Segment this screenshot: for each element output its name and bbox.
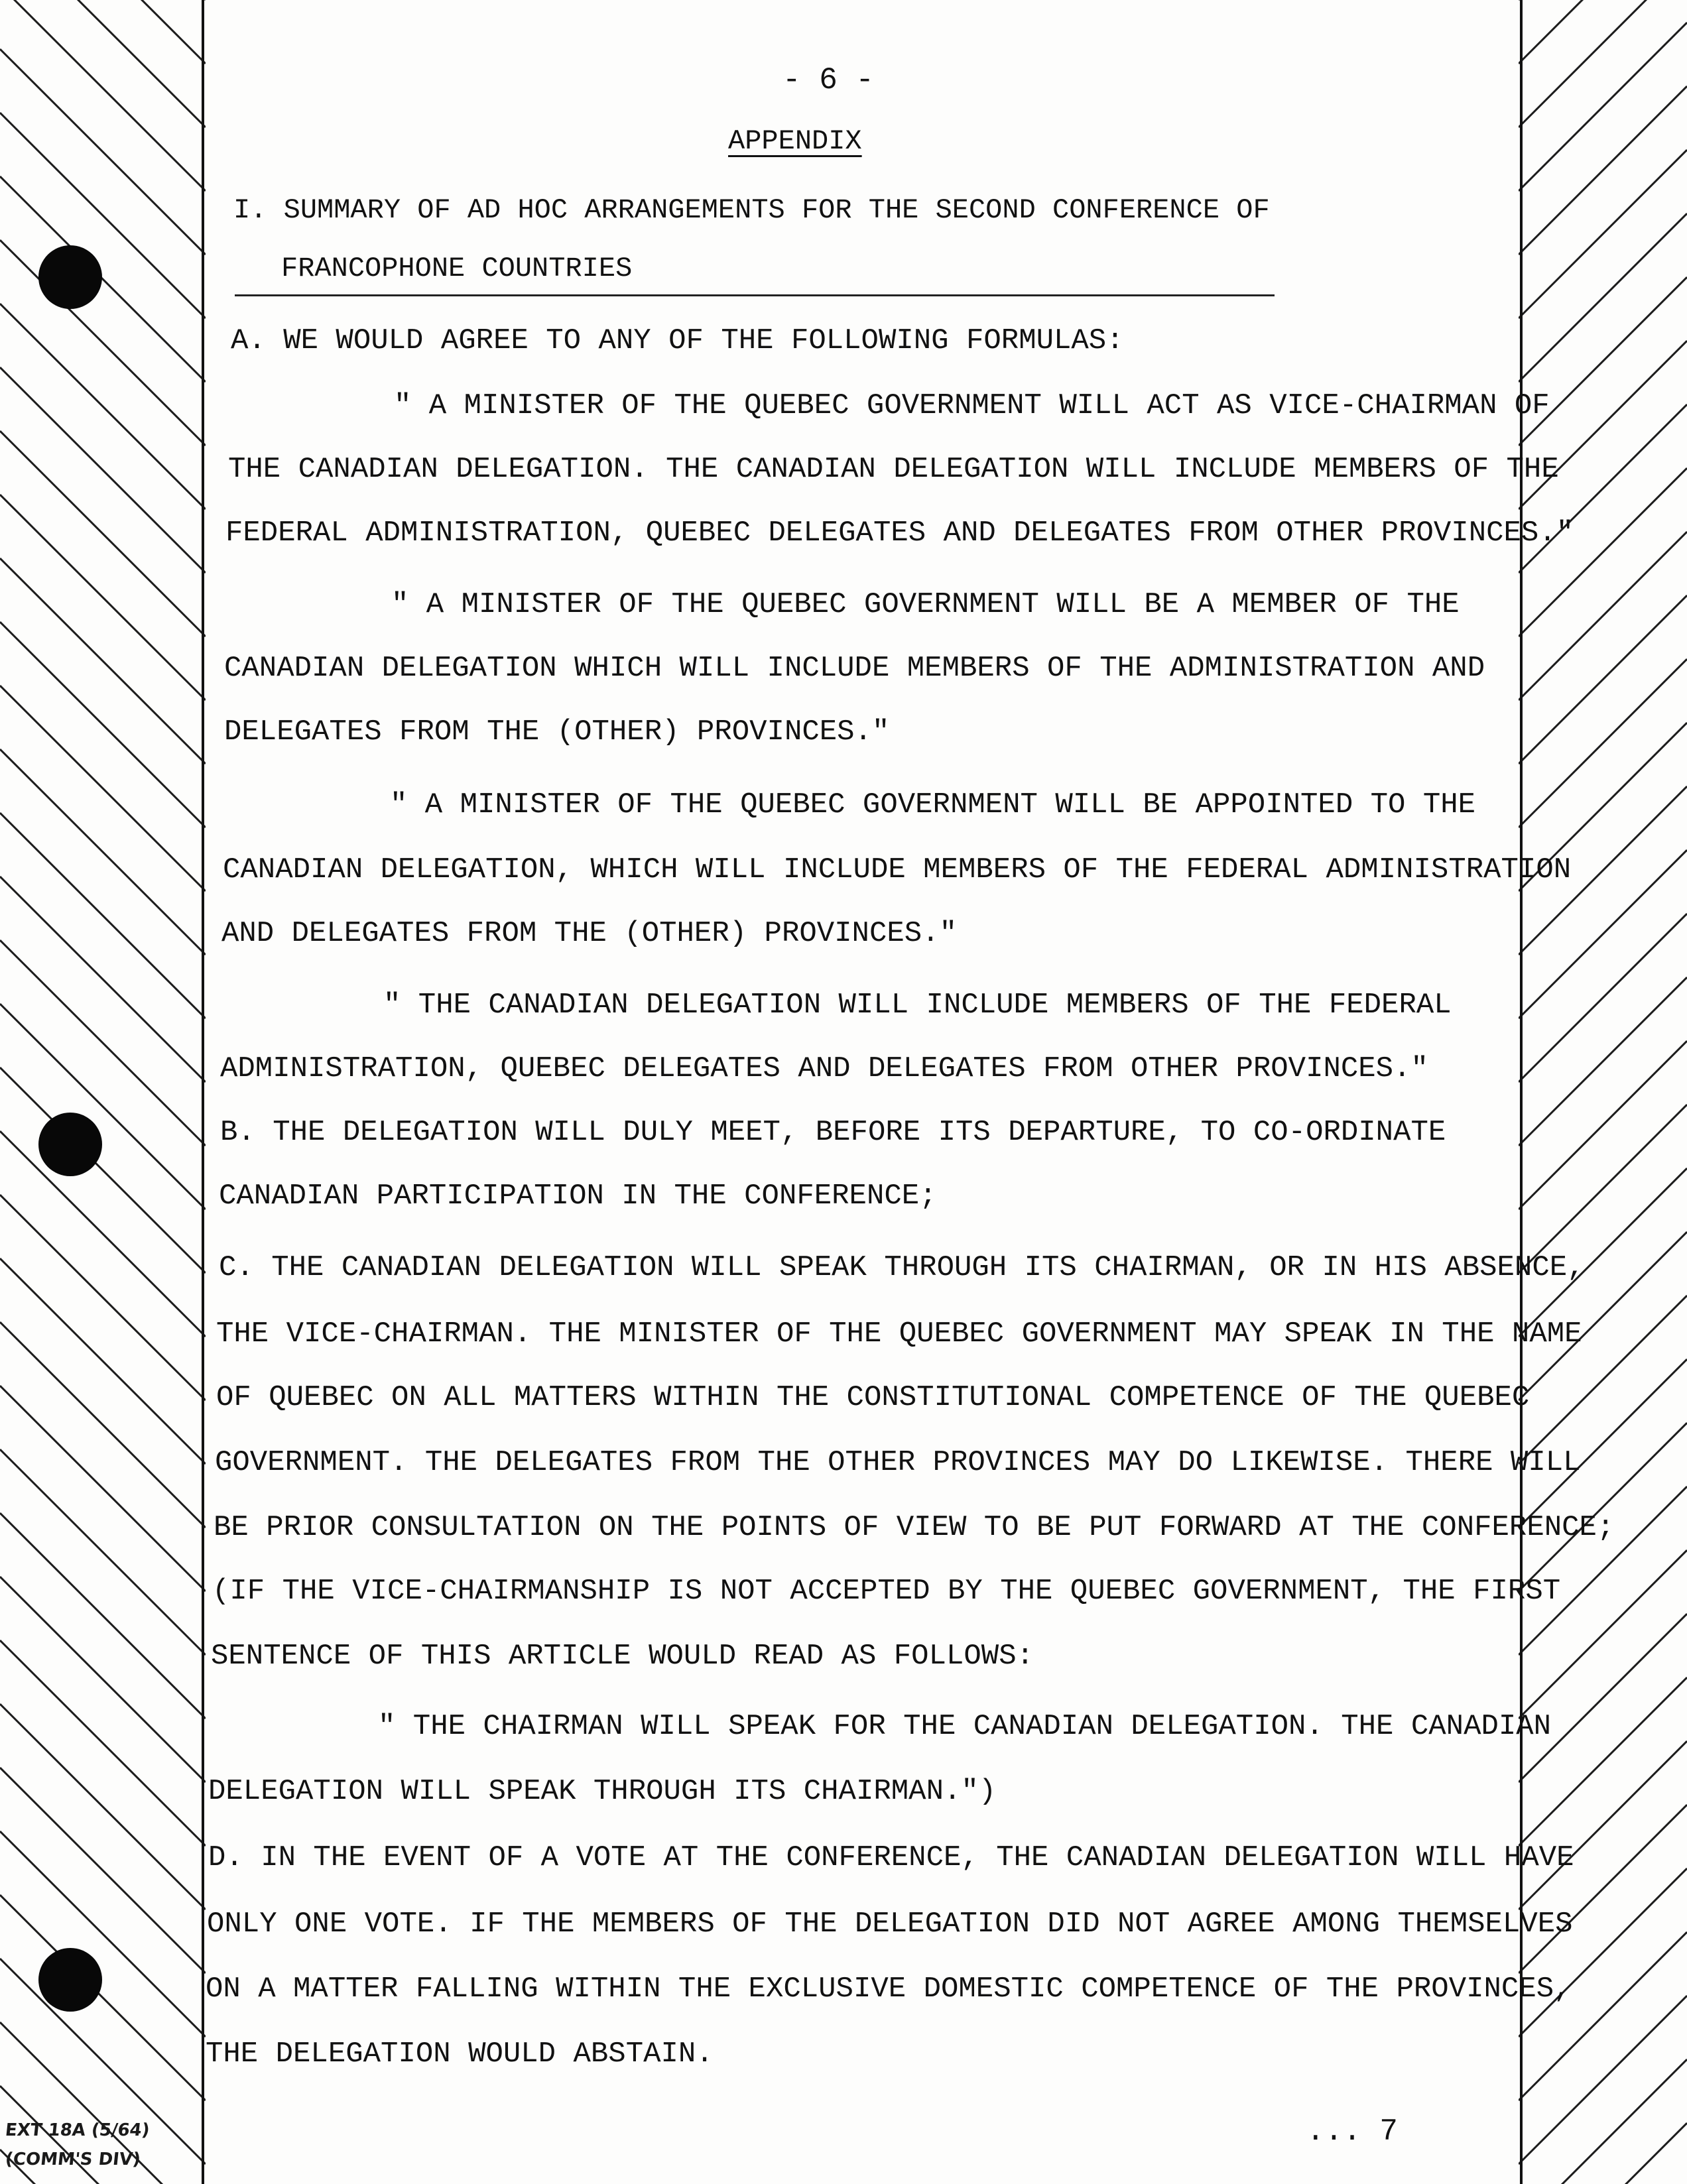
item-d-line-3: ON A MATTER FALLING WITHIN THE EXCLUSIVE DOMESTIC COMPETENCE OF THE PROVINCES, <box>206 1972 1572 2006</box>
continuation-marker: ... 7 <box>1306 2114 1399 2149</box>
formula-2-line-3: DELEGATES FROM THE (OTHER) PROVINCES." <box>224 715 890 749</box>
form-stamp-line-1: EXT 18A (5/64) <box>4 2120 151 2140</box>
form-stamp-line-2: (COMM'S DIV) <box>4 2150 142 2169</box>
alternate-sentence-line-2: DELEGATION WILL SPEAK THROUGH ITS CHAIRMAN.") <box>208 1775 997 1808</box>
item-c-line-6: (IF THE VICE-CHAIRMANSHIP IS NOT ACCEPTED BY THE QUEBEC GOVERNMENT, THE FIRST <box>212 1575 1561 1608</box>
formula-3-line-1: " A MINISTER OF THE QUEBEC GOVERNMENT WILL BE APPOINTED TO THE <box>390 788 1476 821</box>
formula-1-line-1: " A MINISTER OF THE QUEBEC GOVERNMENT WILL ACT AS VICE-CHAIRMAN OF <box>394 389 1550 422</box>
appendix-title: APPENDIX <box>728 125 862 157</box>
section-heading-rule <box>235 294 1275 296</box>
formula-3-line-3: AND DELEGATES FROM THE (OTHER) PROVINCES." <box>221 917 957 950</box>
alternate-sentence-line-1: " THE CHAIRMAN WILL SPEAK FOR THE CANADIAN DELEGATION. THE CANADIAN <box>378 1710 1552 1743</box>
punch-hole-bottom <box>38 1948 102 2012</box>
item-b-line-1: B. THE DELEGATION WILL DULY MEET, BEFORE ITS DEPARTURE, TO CO-ORDINATE <box>220 1116 1446 1149</box>
item-c-line-3: OF QUEBEC ON ALL MATTERS WITHIN THE CONSTITUTIONAL COMPETENCE OF THE QUEBEC <box>216 1381 1530 1414</box>
item-c-line-1: C. THE CANADIAN DELEGATION WILL SPEAK THROUGH ITS CHAIRMAN, OR IN HIS ABSENCE, <box>219 1251 1585 1284</box>
formula-4-line-2: ADMINISTRATION, QUEBEC DELEGATES AND DELEGATES FROM OTHER PROVINCES." <box>220 1052 1428 1085</box>
punch-hole-middle <box>38 1113 102 1176</box>
formula-3-line-2: CANADIAN DELEGATION, WHICH WILL INCLUDE MEMBERS OF THE FEDERAL ADMINISTRATION <box>223 853 1572 886</box>
section-heading-line-2: FRANCOPHONE COUNTRIES <box>281 253 633 284</box>
item-c-line-2: THE VICE-CHAIRMAN. THE MINISTER OF THE QUEBEC GOVERNMENT MAY SPEAK IN THE NAME <box>216 1317 1582 1351</box>
item-d-line-1: D. IN THE EVENT OF A VOTE AT THE CONFERENCE, THE CANADIAN DELEGATION WILL HAVE <box>208 1841 1574 1874</box>
item-d-line-4: THE DELEGATION WOULD ABSTAIN. <box>206 2037 714 2071</box>
left-hatched-margin <box>0 0 206 2184</box>
item-c-line-7: SENTENCE OF THIS ARTICLE WOULD READ AS FOLLOWS: <box>211 1640 1034 1673</box>
item-b-line-2: CANADIAN PARTICIPATION IN THE CONFERENCE; <box>219 1180 937 1213</box>
formula-1-line-2: THE CANADIAN DELEGATION. THE CANADIAN DELEGATION WILL INCLUDE MEMBERS OF THE <box>228 453 1559 486</box>
formula-2-line-2: CANADIAN DELEGATION WHICH WILL INCLUDE MEMBERS OF THE ADMINISTRATION AND <box>224 652 1485 685</box>
section-heading-line-1: I. SUMMARY OF AD HOC ARRANGEMENTS FOR THE SECOND CONFERENCE OF <box>233 194 1270 226</box>
item-c-line-4: GOVERNMENT. THE DELEGATES FROM THE OTHER PROVINCES MAY DO LIKEWISE. THERE WILL <box>215 1446 1581 1479</box>
item-a-intro: A. WE WOULD AGREE TO ANY OF THE FOLLOWING FORMULAS: <box>231 324 1124 357</box>
formula-2-line-1: " A MINISTER OF THE QUEBEC GOVERNMENT WILL BE A MEMBER OF THE <box>391 588 1460 621</box>
formula-1-line-3: FEDERAL ADMINISTRATION, QUEBEC DELEGATES AND DELEGATES FROM OTHER PROVINCES." <box>225 516 1574 550</box>
page-number: - 6 - <box>782 63 875 97</box>
item-c-line-5: BE PRIOR CONSULTATION ON THE POINTS OF VIEW TO BE PUT FORWARD AT THE CONFERENCE; <box>214 1511 1615 1544</box>
punch-hole-top <box>38 245 102 309</box>
formula-4-line-1: " THE CANADIAN DELEGATION WILL INCLUDE MEMBERS OF THE FEDERAL <box>383 989 1452 1022</box>
item-d-line-2: ONLY ONE VOTE. IF THE MEMBERS OF THE DELEGATION DID NOT AGREE AMONG THEMSELVES <box>207 1908 1573 1941</box>
